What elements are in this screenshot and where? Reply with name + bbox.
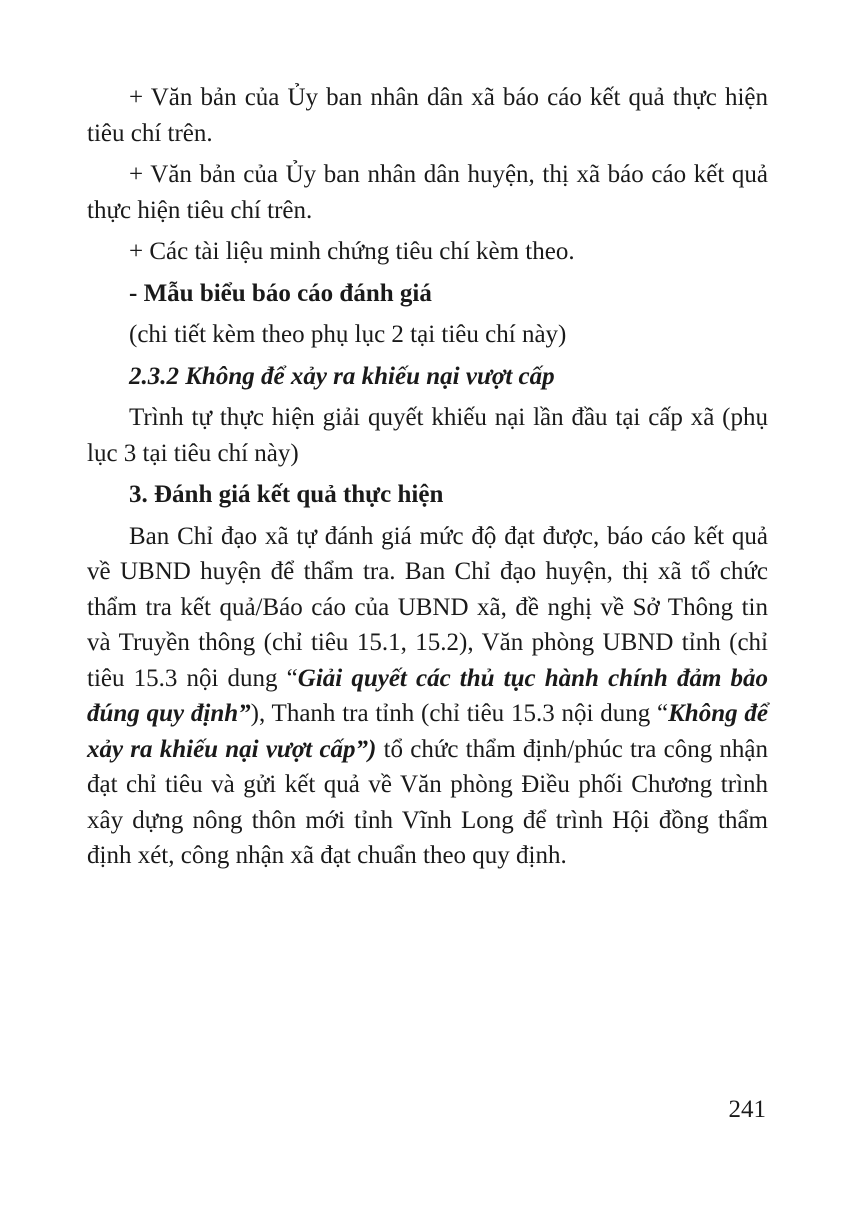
evaluation-text-part-2: ), Thanh tra tỉnh (chỉ tiêu 15.3 nội dung “	[250, 700, 669, 727]
page-body	[87, 80, 768, 880]
paragraph-commune-report: + Văn bản của Ủy ban nhân dân xã báo cáo kết quả thực hiện tiêu chí trên.	[87, 84, 768, 147]
evaluation-emphasis-2: Không để xảy ra khiếu nại vượt cấp”)	[87, 700, 768, 763]
paragraph-appendix-2: (chi tiết kèm theo phụ lục 2 tại tiêu chí này)	[129, 321, 567, 348]
evaluation-emphasis-1: Giải quyết các thủ tục hành chính đảm bảo đúng quy định”	[87, 664, 769, 727]
evaluation-text-part-1: Ban Chỉ đạo xã tự đánh giá mức độ đạt được, báo cáo kết quả về UBND huyện để thẩm tra. Ban Chỉ đạo huyện, thị xã tổ chức thẩm tra kết quả/Báo cáo của UBND xã, đề nghị về Sở Thông tin và Truyền thông (chỉ tiêu 15.1, 15.2), Văn phòng UBND tỉnh (chỉ tiêu 15.3 nội dung “	[87, 522, 768, 692]
heading-section-2-3-2: 2.3.2 Không để xảy ra khiếu nại vượt cấp	[129, 362, 555, 390]
paragraph-complaint-procedure: Trình tự thực hiện giải quyết khiếu nại lần đầu tại cấp xã (phụ lục 3 tại tiêu chí này)	[87, 404, 768, 467]
page-number: 241	[728, 1096, 766, 1123]
paragraph-district-report: + Văn bản của Ủy ban nhân dân huyện, thị xã báo cáo kết quả thực hiện tiêu chí trên.	[87, 161, 768, 224]
heading-section-3: 3. Đánh giá kết quả thực hiện	[129, 481, 444, 508]
paragraph-evidence-documents: + Các tài liệu minh chứng tiêu chí kèm theo.	[129, 238, 575, 265]
paragraph-evaluation	[87, 519, 768, 874]
evaluation-text-part-3: tổ chức thẩm định/phúc tra công nhận đạt chỉ tiêu và gửi kết quả về Văn phòng Điều phối Chương trình xây dựng nông thôn mới tỉnh Vĩnh Long để trình Hội đồng thẩm định xét, công nhận xã đạt chuẩn theo quy định.	[87, 735, 768, 869]
heading-report-template: - Mẫu biểu báo cáo đánh giá	[129, 279, 432, 307]
